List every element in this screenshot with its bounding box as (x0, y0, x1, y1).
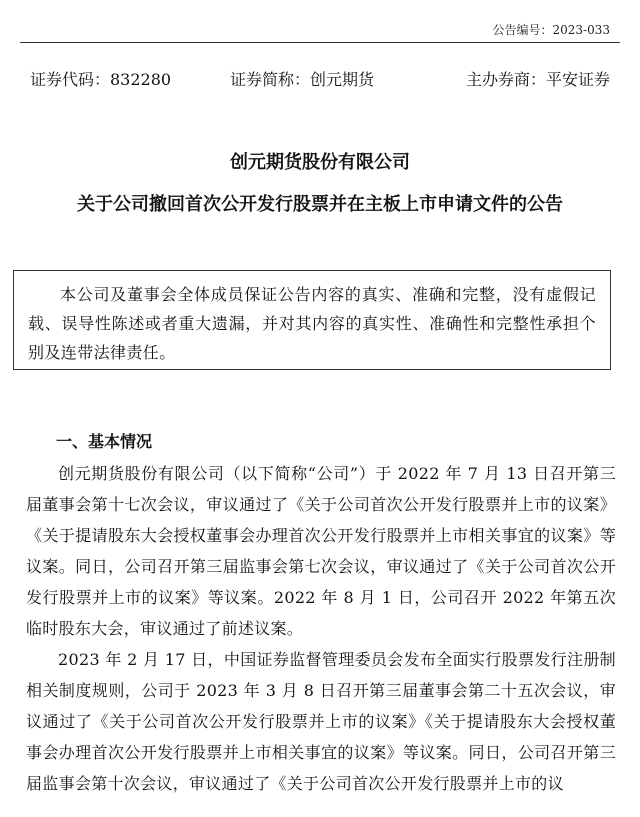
body-paragraph: 创元期货股份有限公司（以下简称“公司”）于 2022 年 7 月 13 日召开第三届董事会第十七次会议，审议通过了《关于公司首次公开发行股票并上市的议案》《关于提请股东大会授权董事会办理首次公开发行股票并上市相关事宜的议案》等议案。同日，公司召开第三届监事会第七次会议，审议通过了《关于公司首次公开发行股票并上市的议案》等议案。2022 年 8 月 1 日，公司召开 2022 年第五次临时股东大会，审议通过了前述议案。 (26, 464, 616, 638)
board-statement-box (13, 270, 611, 370)
sponsor-broker: 主办券商：平安证券 (465, 70, 610, 89)
announcement-number: 公告编号：2023-033 (492, 23, 610, 37)
body-paragraph: 2023 年 2 月 17 日，中国证券监督管理委员会发布全面实行股票发行注册制相关制度规则，公司于 2023 年 3 月 8 日召开第三届董事会第二十五次会议，审议通过了《关于公司首次公开发行股票并上市的议案》《关于提请股东大会授权董事会办理首次公开发行股票并上市相关事宜的议案》等议案。同日，公司召开第三届监事会第十次会议，审议通过了《关于公司首次公开发行股票并上市的议 (26, 650, 616, 793)
section-body (26, 458, 616, 799)
securities-info-line (30, 68, 610, 92)
security-abbreviation: 证券简称：创元期货 (230, 70, 375, 89)
section-heading-basic-info: 一、基本情况 (56, 432, 153, 451)
header-divider (20, 42, 620, 43)
board-statement-text: 本公司及董事会全体成员保证公告内容的真实、准确和完整，没有虚假记载、误导性陈述或者重大遗漏，并对其内容的真实性、准确性和完整性承担个别及连带法律责任。 (28, 285, 596, 362)
announcement-title: 关于公司撤回首次公开发行股票并在主板上市申请文件的公告 (77, 194, 563, 215)
company-title: 创元期货股份有限公司 (230, 152, 410, 173)
security-code: 证券代码：832280 (30, 70, 172, 89)
